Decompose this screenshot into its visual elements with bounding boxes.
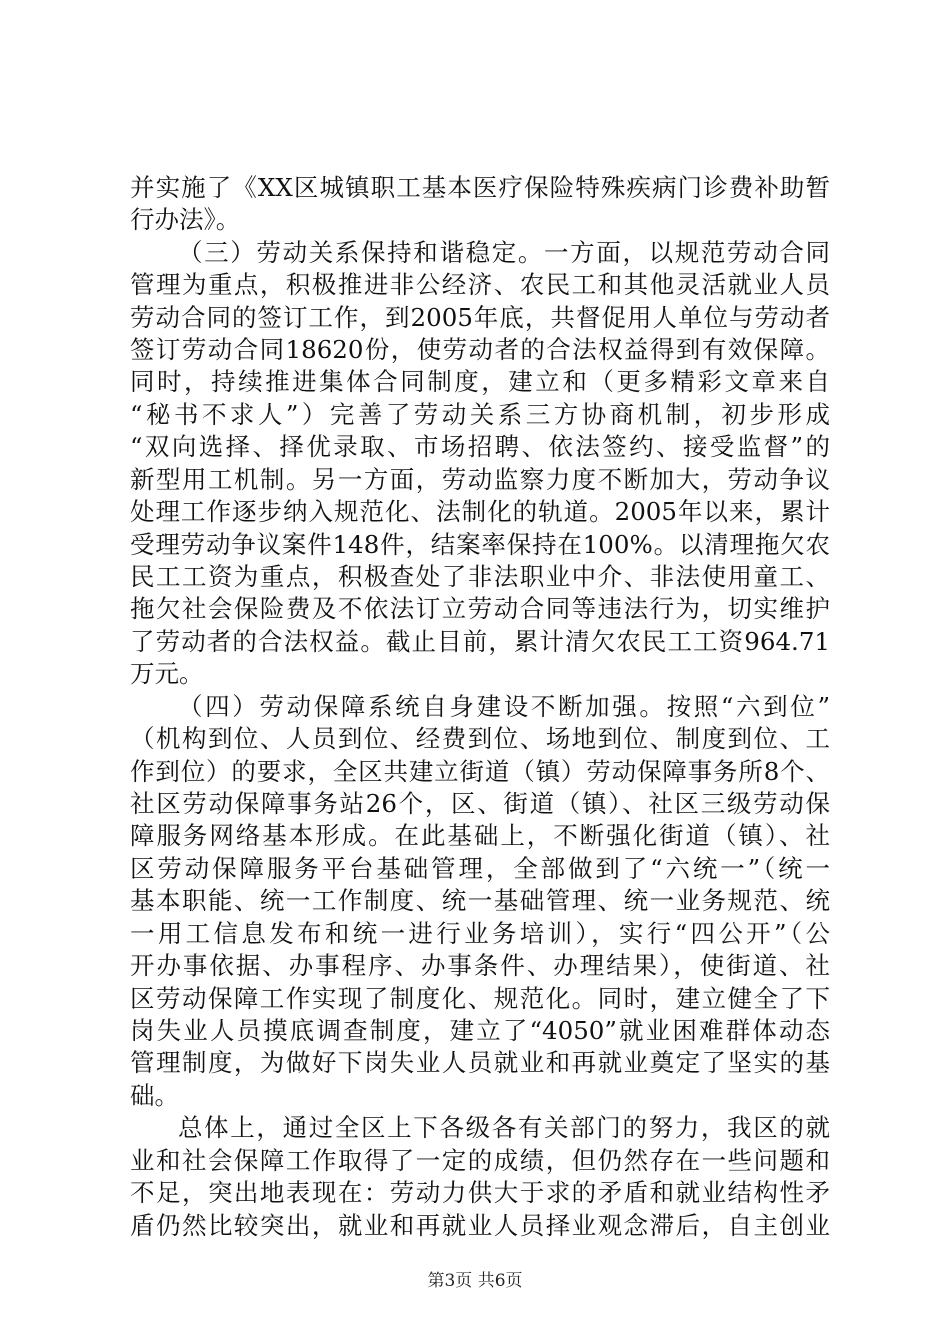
body-text-line: 受理劳动争议案件148件，结案率保持在100%。以清理拖欠农 — [130, 530, 830, 559]
page-number-footer: 第3页 共6页 — [427, 1271, 523, 1291]
body-text-line: 作到位）的要求，全区共建立街道（镇）劳动保障事务所8个、 — [130, 757, 830, 786]
body-text-line: 开办事依据、办事程序、办事条件、办理结果），使街道、社 — [130, 951, 830, 980]
body-text-line: 础。 — [130, 1081, 179, 1110]
body-text-line: 劳动合同的签订工作，到2005年底，共督促用人单位与劳动者 — [130, 303, 830, 332]
body-text-line: 管理制度，为做好下岗失业人员就业和再就业奠定了坚实的基 — [130, 1048, 830, 1077]
body-text-line: 了劳动者的合法权益。截止目前，累计清欠农民工工资964.71 — [130, 627, 830, 656]
body-text-line: 拖欠社会保险费及不依法订立劳动合同等违法行为，切实维护 — [130, 594, 830, 623]
body-text-line: 业和社会保障工作取得了一定的成绩，但仍然存在一些问题和 — [130, 1146, 830, 1175]
body-text-line: 不足，突出地表现在：劳动力供大于求的矛盾和就业结构性矛 — [130, 1178, 830, 1207]
body-text-line: 基本职能、统一工作制度、统一基础管理、统一业务规范、统 — [130, 886, 830, 915]
body-text-line: 障服务网络基本形成。在此基础上，不断强化街道（镇）、社 — [130, 821, 830, 850]
paragraph-start-line: （三）劳动关系保持和谐稳定。一方面，以规范劳动合同 — [178, 238, 830, 267]
body-text-line: 行办法》。 — [130, 205, 241, 234]
body-text-line: 岗失业人员摸底调查制度，建立了“4050”就业困难群体动态 — [130, 1016, 830, 1045]
paragraph-start-line: 总体上，通过全区上下各级各有关部门的努力，我区的就 — [178, 1113, 830, 1142]
body-text-line: 同时，持续推进集体合同制度，建立和（更多精彩文章来自 — [130, 367, 830, 396]
paragraph-start-line: （四）劳动保障系统自身建设不断加强。按照“六到位” — [178, 692, 830, 721]
body-text-line: 民工工资为重点，积极查处了非法职业中介、非法使用童工、 — [130, 562, 830, 591]
body-text-line: 盾仍然比较突出，就业和再就业人员择业观念滞后，自主创业 — [130, 1211, 830, 1240]
body-text-line: 并实施了《XX区城镇职工基本医疗保险特殊疾病门诊费补助暂 — [130, 173, 830, 202]
body-text-line: 管理为重点，积极推进非公经济、农民工和其他灵活就业人员 — [130, 270, 830, 299]
body-text-line: “双向选择、择优录取、市场招聘、依法签约、接受监督”的 — [130, 432, 830, 461]
body-text-line: 一用工信息发布和统一进行业务培训），实行“四公开”（公 — [130, 919, 830, 948]
body-text-line: “秘书不求人”）完善了劳动关系三方协商机制，初步形成 — [130, 400, 830, 429]
body-text-line: （机构到位、人员到位、经费到位、场地到位、制度到位、工 — [130, 724, 830, 753]
body-text-line: 新型用工机制。另一方面，劳动监察力度不断加大，劳动争议 — [130, 465, 830, 494]
body-text-line: 签订劳动合同18620份，使劳动者的合法权益得到有效保障。 — [130, 335, 830, 364]
body-text-line: 区劳动保障工作实现了制度化、规范化。同时，建立健全了下 — [130, 984, 830, 1013]
body-text-line: 处理工作逐步纳入规范化、法制化的轨道。2005年以来，累计 — [130, 497, 830, 526]
body-text-line: 区劳动保障服务平台基础管理，全部做到了“六统一”（统一 — [130, 854, 830, 883]
body-text-line: 社区劳动保障事务站26个，区、街道（镇）、社区三级劳动保 — [130, 789, 830, 818]
body-text-line: 万元。 — [130, 659, 204, 688]
